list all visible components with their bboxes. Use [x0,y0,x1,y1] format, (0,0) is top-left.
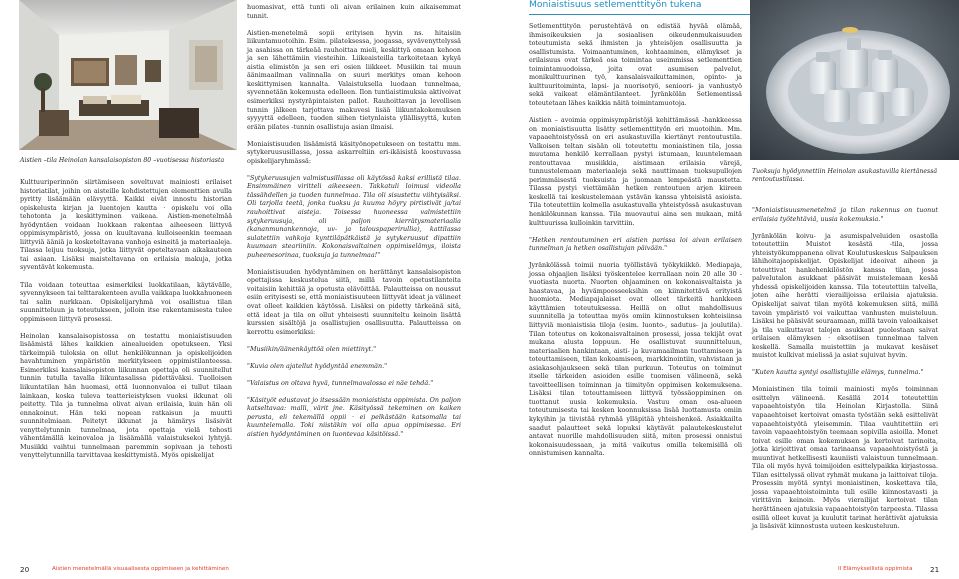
page-number-left: 20 [20,565,30,574]
photo-caption: Aistien –tila Heinolan kansalaisopiston 80 –vuotisessa historiasta [20,157,225,164]
quote: "Hetken rentoutuminen eri aistien parissa loi aivan erilaisen tunnelman ja hetken osallistujan päivään." [529,235,742,253]
quote: "Kuvia olen ajatellut hyödyntää enemmän." [247,361,388,370]
right-column-1 [529,22,742,466]
quote: "Kuten kautta syntyi osallistujille elämys, tunnelma." [752,368,924,377]
quote: "Käsityöt edustavat jo itsessään moniaistista oppimista. On paljon katseltavaa: malli, värit jne. Käsityössä tekeminen on kaiken perusta, eli tekemällä oppii · ei pelkästään katsomalla tai kuuntelemalla. Toki niistäkin voi olla apua oppimisessa. Eri aistien hyödyntäminen on luontevaa käsitöissä." [247,395,461,438]
paragraph: huomasivat, että tunti oli aivan erilainen kuin aikaisemmat tunnit. [247,3,461,20]
footer-left: Aistien menetelmällä visuaalisesta oppimiseen ja kehittäminen [52,566,229,572]
paragraph: Moniaistisuuden hyödyntäminen on herättänyt kansalaisopiston opettajissa keskustelua siitä, millä tavoin opetustilanteita voitaisiin kehittää ja opetusta elävöittää. Palautteissa on noussut esiin erityisesti se, että moniaistisuuteen liittyvät ideat ja välineet ovat olleet kaikkien käytössä. Lisäksi on pidetty tärkeänä sitä, että ideat ja tila on ollut yhteisesti suunniteltu keinoin lisättä kurssien sisältöjä ja osallistujien osallisuutta. Palautteissa on kerrottu esimerkiksi: [247,267,461,336]
paragraph: Jyränkölässä toimii nuoria työllistävä työkykiikkö. Mediapaja, jossa ohjaajien lisäksi työskentelee kerrallaan noin 20 alle 30 -vuotiasta nuorta. Nuorten ohjaaminen on kokonaisvaltaista ja haastavaa, ja hyvämpoosseeksihin on kiinnitettävä erityistä huomiota. Mediapajalaiset ovat olleet tärkeitä hankkeen käyttämien toteutuksessa. Heillä on ollut mahdollisuus suunnitella ja toteuttaa myös omiin kiinnostuksen kohteisiinsa liittyviä moniaistisia tiloja (esim. luonto-, sadutus- ja joulutila). Tilan toteutus on kokonaisvaltainen prosessi, jossa tekijät ovat mukana alusta loppuun. He osallistuvat suunnitteluun, materiaalien hankintaan, aisti- ja kuvamaailman tuottamiseen ja toteuttamiseen, tilan kokoamiseen, markkinointiin, vahvistaan ja asiakasohjaukseen sekä tilan purkuun. Toteutus on toiminut itselle tärkeiden asioiden esille tuomisen välineenä, sekä tavoitteellisen toiminnan ja tiimityön oppimisen kokemuksena. Lisäksi tilan toteuttamiseen liittyvä työssäoppiminen on tuottanut uusia kokemuksia. Vastuu oman osa-alueen toteutumisesta tai kesken koonnuksissa lisää luottamusta omiin kykyihin ja tiivistää ryhmää ylläpitää yhteishenkeä. Asiakkailta saadut palautteet sekä lopuksi käytävät palautekeskustelut antavat nuorille mahdollisuuden siitä, miten prosessi onnistui kokonaisuudessaan, ja mitä vaikutus omilla tekemisillä oli onnistumisen kannalta. [529,261,742,458]
paragraph: Kulttuuriperinnön siirtämiseen soveltuvat mainiosti erilaiset historiatilat, joihin on aisteille kohdistettujen elementtien avulla pyritty lisäämään elävyyttä. Kaikki eivät innostu historian opiskelusta kirjan ja luentojen kautta · opiskelu voi olla tehotonta ja keskittyminen vaikeaa. Aistien-menetelmää hyödyntäen voidaan luokkaan rakentaa aiheeseen liittyvä oppimisympäristö, jossa on kuultavana kulloiseenkin teemaan liittyviä ääniä ja kosketeltavana vanhoja esineitä ja materiaaleja. Tilassa leijuu tuoksuja, jotka liittyvät opeteltavaan aikakauteen tai asiaan. Lisäksi maisteltavana on erilaisia makuja, jotka syventävät kokemusta. [20,178,232,272]
paragraph: Jyränkölän koivu- ja asumispalveluiden osastolla toteutettiin Muistot kesästä -tila, jossa yhteistyökumppanena olivat Koulutuskeskus Salpauksen lähihoitajaopiskelijat. Opiskelijat ideoivat aiheen ja toteuttivat hankehenkilöstön kanssa tilan, jossa palvelutalon asukkaat pääsivät muistelemaan kesää yhdessä opiskelijoiden kanssa. Tila toteutettiin talvella, joten aihe herätti vierailijoissa erilaisia ajatuksia. Opiskelijat saivat tilan myötä kokemuksen siitä, millä tavoin ympäristö voi vaikuttaa vanhusten muisteluun. Lisäksi he pääsivät seuraamaan, millä tavoin valoaikaiset ja tila vaikuttavat talojen asukkaat puolestaan saivat erilaisen elämyksen · eksotiisen tunnelmaa talven keskellä. Samalla muistettiin ja mukavat kesäiset muistot kulkivat mielissä ja asiat sujuivat hyvin. [752,231,938,360]
paragraph: Heinolan kansalaisopistossa on testattu moniaistisuuden lisäämistä lähes kaikkien ainealueiden opetukseen. Yksi tärkeimpiä tuloksia on ollut henkilökunnan ja opiskelijoiden havahtuminen ympäristön merkitykseen oppimistilanteessa. Esimerkiksi kansalaisopiston liikunnan opettaja oli suunnitellut tunnin tutulla tavalla liikuntasalissa pidettäväksi. Tuolloisen liikuntatilan hän huomasi, että luonnonvaloa ei tullut tilaan lainkaan, koska tuleva teatterieistyksen vuoksi ikkunat oli peitetty. Tila ja tunnelma olivat aivan erilaisia, kuin hän oli ennakoinut. Hän teki nopean ratkaisun ja muutti suunnitelmiaan. Peitetyt ikkunat ja hämärys lisäsivät venyttelytunnin tunnelmaa, jota opettaja vielä tehosti vähentämällä keinovaloa ja lisäämällä valaistuksekoi lyhtyjä. Musiikki vaihtui tunnelmaan paremmin sopivaan ja tehosti venyttelytunnilla tarvittavaa keskittymistä. Myös opiskelijat [20,331,232,460]
quote: "Sytykeruusujen valmistusillassa oli käytössä kaksi erillistä tilaa. Ensimmäinen viritteli aikeeseen. Takkatuli loimusi videolla tässähdellen ja tuoden tunnelmaa. Tila oli sisustettu viihtyisäksi. Oli tarjolla teetä, jonka tuoksu ja kuuma höyry pirtistivät ja/tai rauhoittivat aisteja. Toisessa huoneessa valmistettiin sytykeruusuja, oli paljon kierrätysmateriaalia (kananmunankennoja, uv- ja talouspaperirullia), kattilassa sulatettiin vahkoja kynttiläpätkäistä ja sytykeruusut dipattiin kuumaan steariiniin. Kokonaisvaltainen oppimiselämys, iloista puheenesorinaa, tuoksuja ja tunnelmaa!" [247,173,461,259]
paragraph: Aistien – avoimia oppimisympäristöjä kehittämässä -hankkeessa on moniaistisuutta lisätty setlementtityön eri muotoihin. Mm. vapaaehtoistyössä on eri asukastuvilla kiertänyt rentoutustila. Valkoisen teltan sisään oli toteutettu moniaistinen tila, jossa muutama henkilö kerrallaan pystyi istumaan, kuuntelemaan rentouttavaa musiikkia, aistimaan erilaisia värejä, tunnustelemaan materiaaleja sekä nauttimaan tuoksupullojen perimmäisestä tuoksuista ja juomaan lempeästä maustetta. Tilassa pystyi viettämään hetken rentoutuen arjen kiireen keskellä tai keskustelemaan ystävän kanssa yhteisistä asioista. Tila toteutettiin kolmella asukastuvalla yhteistyössä asukastuvan henkilökunnan kanssa. Tila muovautui aina sen mukaan, mitä kulttuurissa kulloinkin tarvittiin. [529,115,742,227]
paragraph: Moniaistinen tila toimii mainiosti myös toiminnan esittelyn välineenä. Kesällä 2014 toteutettiin vapaaehtoistyön tila Heinolan Kirjastolla. Siinä vapaaehtoiset kertoivat omasta työstään sekä esittelivät vapaaehtoistyötä yleisemmin. Tilaa vauhtitettiin eri tavoin vapaaehtoistyön teemaan sopivilla asioilla. Monet toivat esille oman kokemuksen ja kertoivat tarinoita, jotka kirjoittivat omaa tarinaansa vapaaehtoistyöstä ja muuntivat hetkellisesti kauniisti valaistuun tunnelmaan. Tila oli myös hyvä toimijoiden esittelypaikka kirjastossa. Tilan esittelyssä olivat ryhmät mukana ja laittoivat tiloja. Prosessin myötä syntyi moniaistinen, koskettava tila, jossa vapaaehtoistoiminta tuli esille kiinnostavasti ja virittävin keinoin. Myös vierailijat kertoivat tilan herättäneen ajatuksia vapaaehtoistyön tarpeesta. Tilassa esillä olleet kuvat ja kuulutit tarinat herättivät ajatuksia ja lisäsivät kiinnostusta uuteen keskusteluun. [752,385,938,531]
glass-bottles-photo [750,0,959,160]
right-column-2 [752,206,938,539]
quote: "Valaistus on oltava hyvä, tunnelmavalossa ei näe tehdä." [247,378,434,387]
quote: "Moniaistisuusmenetelmä ja tilan rakennus on tuonut erilaisia työtehtäviä, uusia kokemuksia." [752,206,938,223]
footer-right: II Elämyksellistä oppimista [838,566,913,572]
photo-caption-right: Tuoksuja hyödynnettiin Heinolan asukastuvilla kiertänessä rentoutustilassa. [752,168,938,183]
paragraph: Moniaistisuuden lisäämistä käsityönopetukseen on testattu mm. sytykeruususillassa, jossa askarreltiin eri-ikäisistä koostuvassa opiskelijaryhmässä: [247,139,461,165]
exhibition-room-photo [19,0,237,150]
paragraph: Aistien-menetelmä sopii erityisen hyvin ns. hitaisiin liikuntamuotoihin. Esim. pilateksessa, joogassa, syvävenyttelyssä ja asahissa on tärkeää rauhoittaa mieli, keskittyä omaan kehoon ja sen lähettämiin viesteihin. Liikeaisteilla tarkoitetaan kykyä aistia elimistön ja sen eri osien liikkeet. Musiikin tai muun äänimaailman valinnalla on suuri merkitys oman kehoon keskittymisen kannalta. Valaistuksella luodaan tunnelmaa, syvennetään kokemusta edelleen. Ilon tuntiaistimuksia aktivoivat esimerkiksi nystyräpintaisten pallot. Rauhoittavan ja levollisen tunnin jälkeen tarjottava makuvesi lisää liikuntakokemuksen syyyyttä edelleen, tuoden siihen tietynlaista yllällisyyttä, kuten erään pilates -tunnin osallistuja asian ilmaisi. [247,28,461,131]
paragraph: Tila voidaan toteuttaa esimerkiksi luokkatilaan, käytävälle, syvennykseen tai telttarakenteen avulla vaikkapa luokkahuoneen tai salin nurkkaan. Opiskelijaryhmä voi osallistua tilan suunnitteluun ja toteutukseen, jolloin itse rakentamisesta tulee oppimiseen liittyvä prosessi. [20,280,232,323]
left-column-2 [247,3,461,447]
quote: "Musiikin/äänenkäyttöä olen miettinyt." [247,344,377,353]
page-number-right: 21 [930,565,940,574]
section-title: Moniaistisuus setlementtityön tukena [529,0,702,10]
left-column-1 [20,178,232,468]
paragraph: Setlementtityön perustehtävä on edistää hyvää elämää, ihmisoikeuksien ja sosiaalisen oikeudenmukaisuuden toteutumista sekä ihmisten ja yhteisöjen osallisuutta ja osallistumista. Voimaantuminen, kohtaaminen, elämykset ja erilaisuus ovat tärkeä osa toimintaa useimmissa setlementtien toimintamuodoissa, joita ovat asumisen palvelut, monikulttuurinen työ, kansalaisvaikuttaminen, opinto- ja kulttuuritoiminta, lapsi- ja nuorisotyö, senioori- ja vanhustyö sekä vaikeat elämäntilanteet. Jyränkölän Setlementissä toteutetaan lähes kaikkia näitä toimintamuotoja. [529,22,742,107]
